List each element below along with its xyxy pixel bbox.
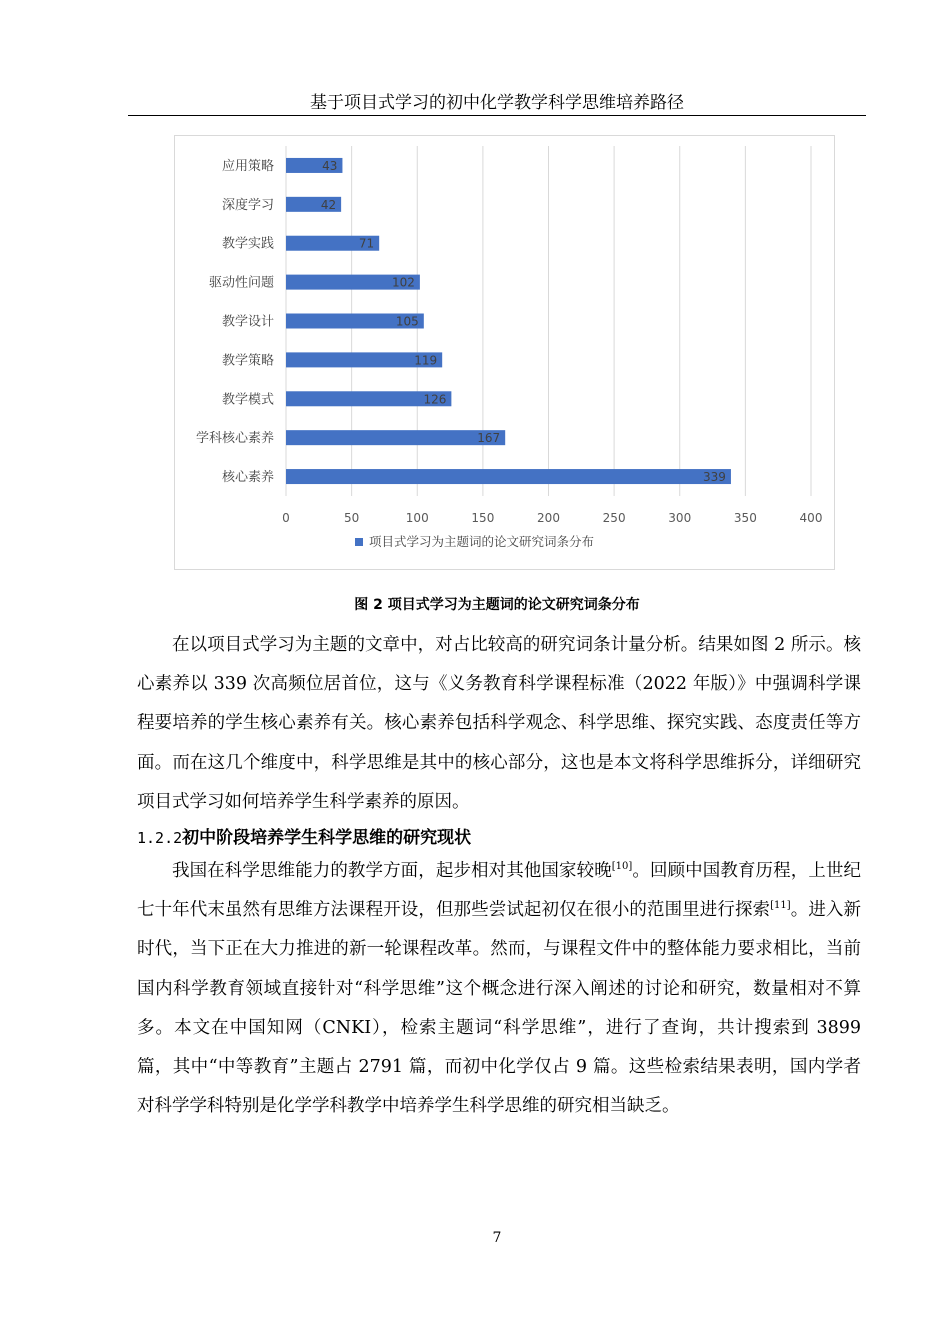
data-label: 126 [423, 392, 447, 407]
data-label: 102 [391, 275, 415, 290]
category-label: 应用策略 [221, 158, 274, 174]
category-label: 教学模式 [221, 392, 274, 408]
category-label: 教学策略 [221, 353, 274, 369]
header-rule [128, 115, 866, 116]
category-label: 深度学习 [221, 197, 274, 213]
x-tick-label: 50 [343, 511, 360, 525]
legend-swatch [355, 538, 363, 546]
section-heading [137, 826, 861, 850]
data-label: 43 [322, 158, 338, 173]
section-title: 初中阶段培养学生科学思维的研究现状 [182, 828, 472, 848]
citation: [10] [611, 861, 633, 872]
bar [286, 430, 505, 445]
paragraph-text: 。进入新时代，当下正在大力推进的新一轮课程改革。然而，与课程文件中的整体能力要求相比，当前国内科学教育领域直接针对“科学思维”这个概念进行深入阐述的讨论和研究，数量相对不算多。本文在中国知网（CNKI），检索主题词“科学思维”，进行了查询，共计搜索到 3899 篇，其中“中等教育”主题占 2791 篇，而初中化学仅占 9 篇。这些检索结果表明，国内学者对科学学科特别是化学学科教学中培养学生科学思维的研究相当缺乏。 [137, 900, 862, 1117]
running-header: 基于项目式学习的初中化学教学科学思维培养路径 [310, 93, 684, 113]
category-label: 教学实践 [221, 236, 274, 252]
bar-chart [174, 135, 835, 570]
paragraph-text: 。回顾中国教育历程，上世纪七十年代末虽然有思维方法课程开设，但那些尝试起初仅在很小的范围里进行探索 [137, 861, 861, 921]
data-label: 105 [395, 314, 419, 329]
data-label: 167 [477, 431, 501, 446]
legend-label: 项目式学习为主题词的论文研究词条分布 [369, 534, 595, 549]
body-paragraph-2 [137, 852, 861, 1126]
category-label: 驱动性问题 [208, 275, 274, 291]
category-label: 核心素养 [221, 470, 274, 486]
x-tick-label: 300 [668, 511, 692, 525]
data-label: 42 [320, 197, 337, 212]
data-label: 339 [703, 470, 726, 485]
data-label: 71 [358, 236, 375, 251]
x-tick-label: 400 [799, 511, 823, 525]
x-tick-label: 100 [405, 511, 429, 525]
page-number: 7 [492, 1230, 502, 1246]
category-label: 教学设计 [221, 314, 274, 330]
bar [286, 469, 731, 484]
chart-svg [175, 136, 834, 569]
paragraph-text: 我国在科学思维能力的教学方面，起步相对其他国家较晚 [172, 861, 612, 881]
x-tick-label: 150 [471, 511, 495, 525]
citation: [11] [770, 900, 791, 912]
data-label: 119 [414, 353, 438, 368]
section-number: 1.2.2 [137, 829, 183, 847]
x-tick-label: 250 [602, 511, 626, 525]
body-paragraph-1: 在以项目式学习为主题的文章中，对占比较高的研究词条计量分析。结果如图 2 所示。核心素养以 339 次高频位居首位，这与《义务教育科学课程标准（2022 年版）》中强调科学课程要培养的学生核心素养有关。核心素养包括科学观念、科学思维、探究实践、态度责任等方面。而在这几个维度中，科学思维是其中的核心部分，这也是本文将科学思维拆分，详细研究项目式学习如何培养学生科学素养的原因。 [137, 635, 861, 812]
figure-caption: 图 2 项目式学习为主题词的论文研究词条分布 [354, 597, 640, 613]
category-label: 学科核心素养 [195, 431, 274, 447]
x-tick-label: 0 [282, 511, 290, 525]
x-tick-label: 350 [733, 511, 757, 525]
x-tick-label: 200 [537, 511, 560, 525]
